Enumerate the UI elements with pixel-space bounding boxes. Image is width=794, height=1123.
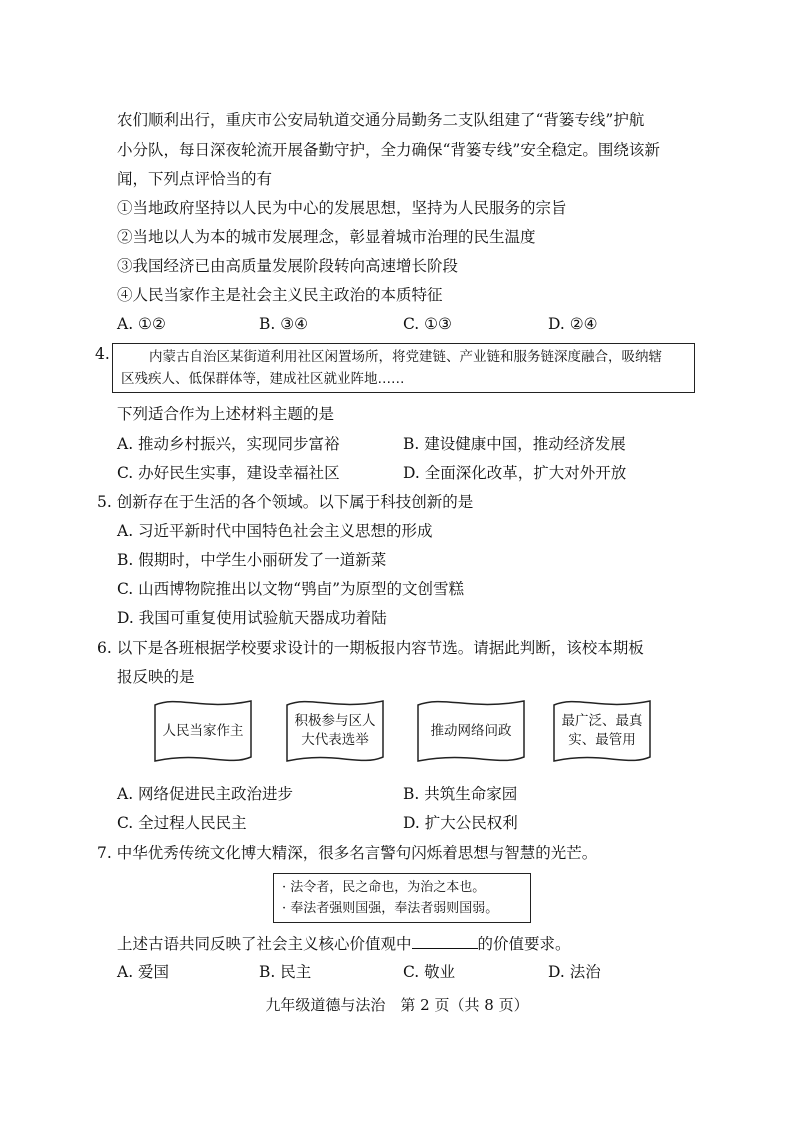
q4-option-d: D. 全面深化改革，扩大对外开放	[403, 464, 627, 482]
q7-stem: 7. 中华优秀传统文化博大精深，很多名言警句闪烁着思想与智慧的光芒。	[97, 844, 598, 862]
q5-stem: 5. 创新存在于生活的各个领域。以下属于科技创新的是	[97, 493, 474, 511]
q5-option-a: A. 习近平新时代中国特色社会主义思想的形成	[117, 522, 433, 540]
q6-banner-3-text: 推动网络问政	[430, 722, 512, 739]
q7-option-c: C. 敬业	[403, 963, 456, 981]
q5-option-d: D. 我国可重复使用试验航天器成功着陆	[117, 609, 387, 627]
q7-prompt	[117, 932, 571, 955]
q6-option-a: A. 网络促进民主政治进步	[117, 785, 294, 803]
q4-material-line-1: 内蒙古自治区某街道利用社区闲置场所，将党建链、产业链和服务链深度融合，吸纳辖	[149, 349, 662, 365]
q4-option-a: A. 推动乡村振兴，实现同步富裕	[117, 435, 340, 453]
q6-banner-4	[552, 697, 652, 765]
q3-option-a: A. ①②	[117, 315, 166, 333]
q5-option-b: B. 假期时，中学生小丽研发了一道新菜	[117, 551, 387, 569]
q6-banner-2-text: 积极参与区人 大代表选举	[294, 713, 376, 748]
q3-option-c: C. ①③	[403, 315, 452, 333]
answer-blank	[412, 932, 478, 949]
q3-statement-1: ①当地政府坚持以人民为中心的发展思想，坚持为人民服务的宗旨	[117, 199, 567, 217]
q6-option-c: C. 全过程人民民主	[117, 814, 247, 832]
q7-prompt-after: 的价值要求。	[477, 935, 571, 953]
q7-prompt-before: 上述古语共同反映了社会主义核心价值观中	[117, 935, 412, 953]
q7-quote-box	[273, 873, 531, 923]
q7-quote-1: · 法令者，民之命也，为治之本也。	[282, 880, 486, 895]
q3-statement-4: ④人民当家作主是社会主义民主政治的本质特征	[117, 286, 443, 304]
q6-stem-line-2: 报反映的是	[117, 668, 195, 686]
q7-quote-2: · 奉法者强则国强，奉法者弱则国弱。	[282, 901, 499, 916]
q6-banner-2	[285, 697, 385, 765]
q4-option-c: C. 办好民生实事，建设幸福社区	[117, 464, 340, 482]
q4-number: 4.	[95, 345, 110, 363]
q7-option-a: A. 爱国	[117, 963, 170, 981]
q3-stem-line-1: 农们顺利出行，重庆市公安局轨道交通分局勤务二支队组建了“背篓专线”护航	[117, 111, 645, 129]
q6-banner-1-text: 人民当家作主	[162, 722, 244, 739]
q6-banner-3	[416, 697, 526, 765]
q4-option-b: B. 建设健康中国，推动经济发展	[403, 435, 626, 453]
q3-option-d: D. ②④	[548, 315, 598, 333]
q7-option-d: D. 法治	[548, 963, 601, 981]
q6-option-b: B. 共筑生命家园	[403, 785, 518, 803]
q6-option-d: D. 扩大公民权利	[403, 814, 518, 832]
q6-banner-1	[153, 697, 253, 765]
q6-stem-line-1: 6. 以下是各班根据学校要求设计的一期板报内容节选。请据此判断，该校本期板	[97, 639, 644, 657]
q6-banner-4-text: 最广泛、最真 实、最管用	[561, 713, 643, 748]
q5-option-c: C. 山西博物院推出以文物“鸮卣”为原型的文创雪糕	[117, 580, 465, 598]
q4-stem: 下列适合作为上述材料主题的是	[117, 405, 335, 423]
q3-statement-3: ③我国经济已由高质量发展阶段转向高速增长阶段	[117, 257, 459, 275]
q3-statement-2: ②当地以人为本的城市发展理念，彰显着城市治理的民生温度	[117, 228, 536, 246]
q3-stem-line-2: 小分队，每日深夜轮流开展备勤守护，全力确保“背篓专线”安全稳定。围绕该新	[117, 141, 660, 159]
q3-stem-line-3: 闻，下列点评恰当的有	[117, 170, 273, 188]
q4-material-line-2: 区残疾人、低保群体等，建成社区就业阵地……	[121, 371, 405, 387]
q3-option-b: B. ③④	[259, 315, 309, 333]
q4-material-box	[112, 343, 695, 393]
q7-option-b: B. 民主	[259, 963, 312, 981]
page-footer: 九年级道德与法治 第 2 页（共 8 页）	[265, 996, 529, 1014]
